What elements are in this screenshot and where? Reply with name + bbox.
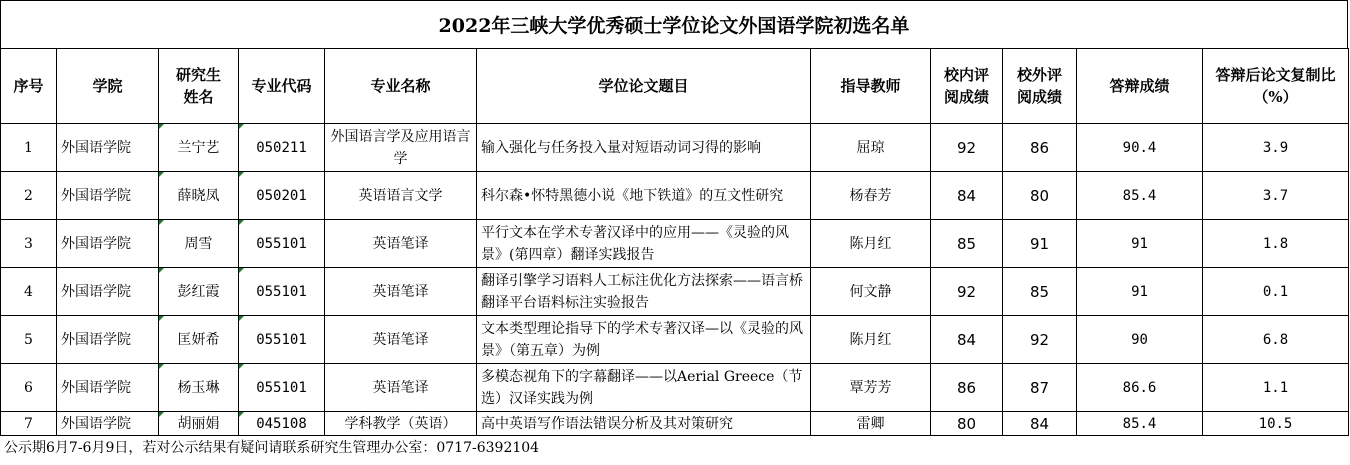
cell-external-score[interactable]: 92 [1003, 316, 1077, 364]
table-row [1, 364, 1349, 412]
cell-internal-score[interactable]: 92 [931, 124, 1003, 172]
cell-name[interactable]: 周雪 [159, 220, 239, 268]
cell-defense-score[interactable]: 90 [1077, 316, 1203, 364]
cell-internal-score[interactable]: 85 [931, 220, 1003, 268]
cell-thesis[interactable]: 平行文本在学术专著汉译中的应用——《灵验的风景》(第四章）翻译实践报告 [477, 220, 811, 268]
cell-defense-score[interactable]: 91 [1077, 268, 1203, 316]
cell-advisor[interactable]: 陈月红 [811, 316, 931, 364]
cell-similarity[interactable]: 3.9 [1203, 124, 1349, 172]
table-row [1, 412, 1349, 436]
cell-college[interactable]: 外国语学院 [57, 172, 159, 220]
cell-major-code[interactable]: 055101 [239, 268, 325, 316]
sheet-title: 2022年三峡大学优秀硕士学位论文外国语学院初选名单 [0, 0, 1348, 48]
cell-thesis[interactable]: 文本类型理论指导下的学术专著汉译—以《灵验的风景》（第五章）为例 [477, 316, 811, 364]
cell-internal-score[interactable]: 86 [931, 364, 1003, 412]
cell-name[interactable]: 薛晓凤 [159, 172, 239, 220]
cell-seq[interactable]: 7 [1, 412, 57, 436]
cell-defense-score[interactable]: 85.4 [1077, 412, 1203, 436]
table-row [1, 172, 1349, 220]
cell-name[interactable]: 匡妍希 [159, 316, 239, 364]
cell-defense-score[interactable]: 85.4 [1077, 172, 1203, 220]
cell-name[interactable]: 彭红霞 [159, 268, 239, 316]
cell-thesis[interactable]: 高中英语写作语法错误分析及其对策研究 [477, 412, 811, 436]
cell-college[interactable]: 外国语学院 [57, 364, 159, 412]
cell-major-name[interactable]: 英语笔译 [325, 364, 477, 412]
cell-internal-score[interactable]: 84 [931, 316, 1003, 364]
header-advisor: 指导教师 [811, 49, 931, 124]
header-major-code: 专业代码 [239, 49, 325, 124]
cell-advisor[interactable]: 何文静 [811, 268, 931, 316]
cell-major-code[interactable]: 055101 [239, 364, 325, 412]
cell-internal-score[interactable]: 84 [931, 172, 1003, 220]
cell-thesis[interactable]: 翻译引擎学习语料人工标注优化方法探索——语言桥翻译平台语料标注实验报告 [477, 268, 811, 316]
header-major-name: 专业名称 [325, 49, 477, 124]
cell-internal-score[interactable]: 80 [931, 412, 1003, 436]
cell-seq[interactable]: 6 [1, 364, 57, 412]
cell-name[interactable]: 杨玉琳 [159, 364, 239, 412]
header-thesis: 学位论文题目 [477, 49, 811, 124]
cell-college[interactable]: 外国语学院 [57, 412, 159, 436]
header-external-score: 校外评阅成绩 [1003, 49, 1077, 124]
cell-major-name[interactable]: 英语语言文学 [325, 172, 477, 220]
cell-internal-score[interactable]: 92 [931, 268, 1003, 316]
cell-major-code[interactable]: 050211 [239, 124, 325, 172]
cell-external-score[interactable]: 87 [1003, 364, 1077, 412]
cell-advisor[interactable]: 杨春芳 [811, 172, 931, 220]
table-row [1, 316, 1349, 364]
cell-thesis[interactable]: 输入强化与任务投入量对短语动词习得的影响 [477, 124, 811, 172]
cell-advisor[interactable]: 陈月红 [811, 220, 931, 268]
cell-college[interactable]: 外国语学院 [57, 268, 159, 316]
cell-major-name[interactable]: 外国语言学及应用语言学 [325, 124, 477, 172]
cell-advisor[interactable]: 雷卿 [811, 412, 931, 436]
cell-name[interactable]: 胡丽娟 [159, 412, 239, 436]
header-name: 研究生姓名 [159, 49, 239, 124]
cell-major-name[interactable]: 英语笔译 [325, 220, 477, 268]
header-defense-score: 答辩成绩 [1077, 49, 1203, 124]
cell-similarity[interactable]: 1.8 [1203, 220, 1349, 268]
footer-note: 公示期6月7-6月9日，若对公示结果有疑问请联系研究生管理办公室：0717-6392104 [4, 440, 540, 456]
cell-thesis[interactable]: 科尔森•怀特黑德小说《地下铁道》的互文性研究 [477, 172, 811, 220]
cell-defense-score[interactable]: 86.6 [1077, 364, 1203, 412]
cell-external-score[interactable]: 80 [1003, 172, 1077, 220]
header-college: 学院 [57, 49, 159, 124]
candidate-table [0, 48, 1349, 436]
cell-external-score[interactable]: 85 [1003, 268, 1077, 316]
cell-name[interactable]: 兰宁艺 [159, 124, 239, 172]
cell-similarity[interactable]: 3.7 [1203, 172, 1349, 220]
cell-seq[interactable]: 3 [1, 220, 57, 268]
cell-major-name[interactable]: 英语笔译 [325, 268, 477, 316]
cell-external-score[interactable]: 91 [1003, 220, 1077, 268]
table-row [1, 268, 1349, 316]
cell-major-code[interactable]: 055101 [239, 316, 325, 364]
cell-external-score[interactable]: 84 [1003, 412, 1077, 436]
cell-major-code[interactable]: 050201 [239, 172, 325, 220]
header-row [1, 49, 1349, 124]
cell-seq[interactable]: 5 [1, 316, 57, 364]
cell-college[interactable]: 外国语学院 [57, 220, 159, 268]
cell-defense-score[interactable]: 91 [1077, 220, 1203, 268]
cell-similarity[interactable]: 6.8 [1203, 316, 1349, 364]
cell-major-name[interactable]: 英语笔译 [325, 316, 477, 364]
table-row [1, 124, 1349, 172]
cell-major-code[interactable]: 045108 [239, 412, 325, 436]
cell-seq[interactable]: 4 [1, 268, 57, 316]
cell-college[interactable]: 外国语学院 [57, 124, 159, 172]
header-internal-score: 校内评阅成绩 [931, 49, 1003, 124]
table-row [1, 220, 1349, 268]
cell-major-name[interactable]: 学科教学（英语） [325, 412, 477, 436]
cell-similarity[interactable]: 0.1 [1203, 268, 1349, 316]
cell-similarity[interactable]: 10.5 [1203, 412, 1349, 436]
cell-advisor[interactable]: 屈琼 [811, 124, 931, 172]
cell-college[interactable]: 外国语学院 [57, 316, 159, 364]
cell-major-code[interactable]: 055101 [239, 220, 325, 268]
cell-similarity[interactable]: 1.1 [1203, 364, 1349, 412]
header-seq: 序号 [1, 49, 57, 124]
cell-thesis[interactable]: 多模态视角下的字幕翻译——以Aerial Greece（节选）汉译实践为例 [477, 364, 811, 412]
cell-external-score[interactable]: 86 [1003, 124, 1077, 172]
cell-seq[interactable]: 1 [1, 124, 57, 172]
header-similarity: 答辩后论文复制比（%） [1203, 49, 1349, 124]
cell-seq[interactable]: 2 [1, 172, 57, 220]
cell-advisor[interactable]: 覃芳芳 [811, 364, 931, 412]
cell-defense-score[interactable]: 90.4 [1077, 124, 1203, 172]
